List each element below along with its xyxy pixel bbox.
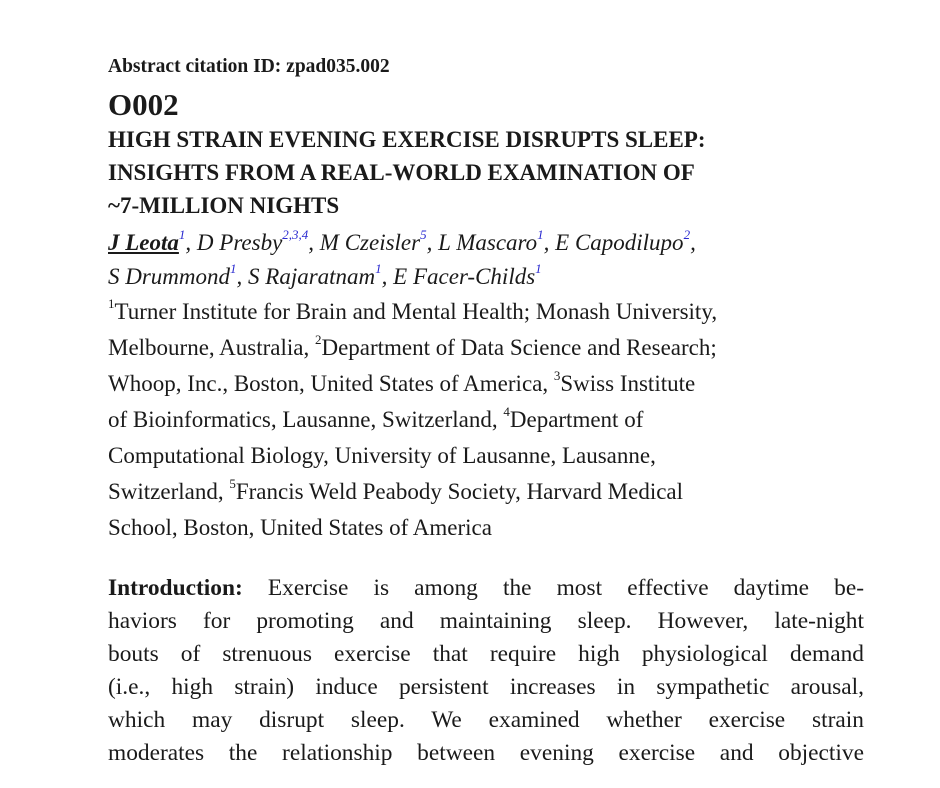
author-affiliation-ref[interactable]: 2 [683,227,691,243]
author-list [108,226,864,294]
author-name: E Capodilupo [555,230,684,255]
intro-line: bouts of strenuous exercise that require high physiological demand [108,641,864,667]
affiliation-line: Computational Biology, University of Lausanne, Lausanne, [108,443,656,468]
affiliation-line: of Bioinformatics, Lausanne, Switzerland, $^4$Department of [108,404,644,432]
affiliation-line: Switzerland, $^5$Francis Weld Peabody Society, Harvard Medical [108,476,684,504]
author-name: M Czeisler [319,230,421,255]
author-affiliation-ref[interactable]: 1 [535,261,542,277]
affiliation-line: Melbourne, Australia, $^2$Department of Data Science and Research; [108,332,717,360]
author-affiliation-ref[interactable]: 5 [420,227,427,243]
author-affiliation-ref[interactable]: 1 [375,261,382,277]
author-name: S Drummond [108,264,231,289]
abstract-title [108,123,864,222]
author-line: S Drummond$^1$, S Rajaratnam$^1$, E Facer-Childs$^1$ [108,261,542,289]
author-name: E Facer-Childs [393,264,536,289]
intro-line: (i.e., high strain) induce persistent increases in sympathetic arousal, [108,674,864,700]
title-line: HIGH STRAIN EVENING EXERCISE DISRUPTS SLEEP: [108,127,706,152]
intro-line: moderates the relationship between evening exercise and objective [108,740,864,766]
abstract-citation-id: Abstract citation ID: zpad035.002 [108,56,390,77]
author-affiliation-ref[interactable]: 1 [537,227,544,243]
author-affiliation-ref[interactable]: 1 [178,227,186,243]
affiliation-line: School, Boston, United States of America [108,515,492,540]
author-name: D Presby [196,230,283,255]
affiliation-line: Whoop, Inc., Boston, United States of America, $^3$Swiss Institute [108,368,696,396]
introduction-paragraph [108,572,864,770]
affiliation-line: $^1$Turner Institute for Brain and Mental Health; Monash University, [108,296,718,324]
intro-label: Introduction: [108,575,243,601]
author-affiliation-ref[interactable]: 2,3,4 [282,227,309,243]
author-line: J Leota$^1$, D Presby$^{2,3,4}$, M Czeisler$^5$, L Mascaro$^1$, E Capodilupo$^2$, [108,227,696,255]
abstract-code: O002 [108,87,179,122]
intro-line: which may disrupt sleep. We examined whether exercise strain [108,707,864,733]
intro-line: Introduction: Exercise is among the most effective daytime be- [108,575,864,601]
title-line: INSIGHTS FROM A REAL-WORLD EXAMINATION OF [108,160,695,185]
affiliations [108,294,864,546]
intro-line: haviors for promoting and maintaining sleep. However, late-night [108,608,864,634]
abstract-page [108,54,864,770]
title-line: ~7-MILLION NIGHTS [108,193,340,218]
author-affiliation-ref[interactable]: 1 [230,261,237,277]
author-name-presenting: J Leota [108,230,179,255]
author-name: L Mascaro [438,230,538,255]
author-name: S Rajaratnam [248,264,376,289]
